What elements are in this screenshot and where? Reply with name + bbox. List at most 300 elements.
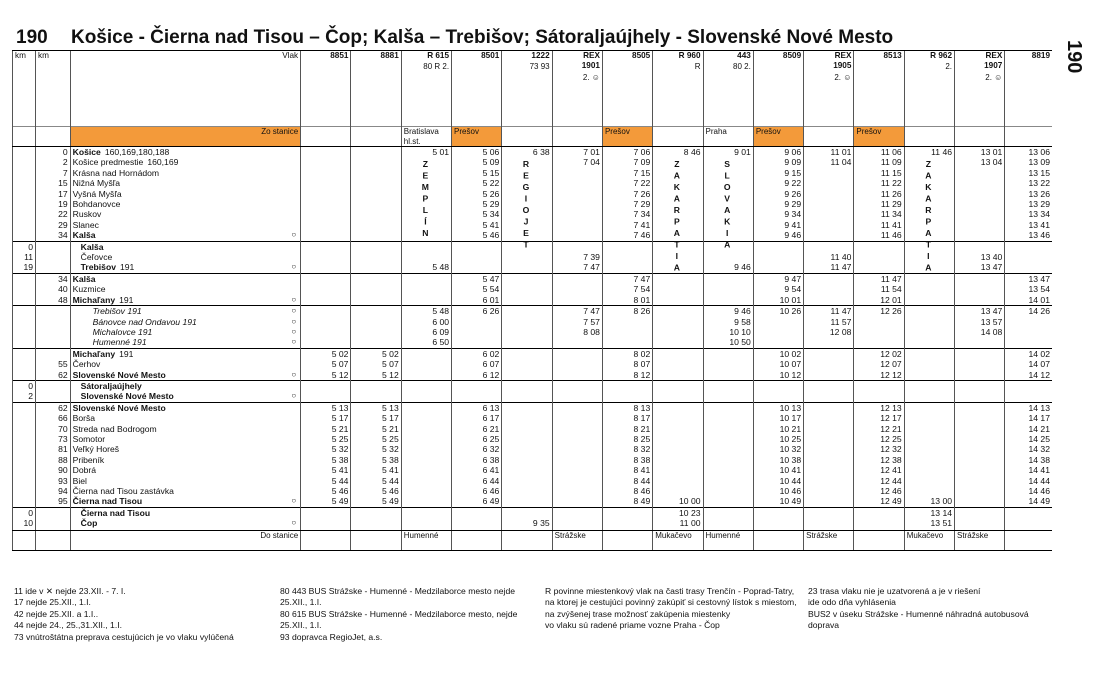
- km2-value: 34: [36, 273, 71, 284]
- station-label: Čierna nad Tisou: [72, 496, 143, 507]
- time-cell: 8 26: [602, 306, 652, 317]
- time-cell: [401, 359, 451, 369]
- time-cell: [653, 317, 703, 327]
- station-row: [13, 507, 1053, 518]
- time-cell: [804, 359, 854, 369]
- time-cell: 5 02: [301, 348, 351, 359]
- train-column-header: [753, 51, 803, 127]
- time-cell: [502, 413, 552, 423]
- station-label: Biel: [72, 475, 87, 486]
- train-number: 443: [737, 51, 751, 60]
- time-cell: 10 23: [653, 507, 703, 518]
- time-cell: 13 06: [1005, 147, 1052, 158]
- to-station: [301, 530, 351, 550]
- to-station-label: Do stanice: [70, 530, 301, 550]
- time-cell: [502, 507, 552, 518]
- legend-item: 80 443 BUS Strážske - Humenné - Medzilaborce mesto nejde 25.XII., 1.I.: [280, 586, 516, 608]
- time-cell: [502, 465, 552, 475]
- time-cell: [955, 241, 1005, 252]
- legend-item: 42 nejde 25.XII. a 1.I..: [14, 608, 99, 619]
- time-cell: [552, 359, 602, 369]
- time-cell: 11 01: [804, 147, 854, 158]
- time-cell: 5 12: [301, 370, 351, 381]
- time-cell: [552, 380, 602, 391]
- km-value: 10: [13, 518, 36, 530]
- time-cell: [351, 189, 401, 199]
- time-cell: 13 47: [1005, 273, 1052, 284]
- time-cell: [401, 476, 451, 486]
- time-cell: [502, 391, 552, 402]
- station-row: [13, 273, 1053, 284]
- time-cell: 14 44: [1005, 476, 1052, 486]
- time-cell: 6 07: [452, 359, 502, 369]
- time-cell: 7 54: [602, 284, 652, 294]
- time-cell: 5 25: [351, 434, 401, 444]
- train-note: 80 R 2.: [423, 62, 450, 72]
- km2-value: 81: [36, 444, 71, 454]
- km-value: 0: [13, 241, 36, 252]
- time-cell: [351, 518, 401, 530]
- timetable: [12, 50, 1052, 551]
- time-cell: 14 12: [1005, 370, 1052, 381]
- time-cell: [301, 380, 351, 391]
- time-cell: [351, 273, 401, 284]
- station-row: [13, 241, 1053, 252]
- to-station-row: [13, 530, 1053, 550]
- train-column-header: [452, 51, 502, 127]
- station-name: [70, 402, 301, 413]
- time-cell: 9 34: [753, 209, 803, 219]
- time-cell: [401, 252, 451, 262]
- km2-value: 0: [36, 147, 71, 158]
- time-cell: 14 08: [955, 327, 1005, 337]
- station-label: Čerhov: [72, 359, 101, 370]
- time-cell: 12 46: [854, 486, 904, 496]
- time-cell: [653, 413, 703, 423]
- station-extra: 191: [119, 262, 135, 273]
- time-cell: [703, 380, 753, 391]
- time-cell: [502, 317, 552, 327]
- km2-value: [36, 327, 71, 337]
- time-cell: [804, 348, 854, 359]
- time-cell: [904, 413, 954, 423]
- time-cell: 13 14: [904, 507, 954, 518]
- station-name: [70, 359, 301, 369]
- time-cell: 13 47: [955, 262, 1005, 273]
- km2-value: [36, 317, 71, 327]
- time-cell: 7 09: [602, 157, 652, 167]
- time-cell: [351, 168, 401, 178]
- time-cell: [401, 241, 451, 252]
- from-station: Prešov: [602, 127, 652, 147]
- time-cell: [452, 337, 502, 348]
- time-cell: [753, 317, 803, 327]
- station-row: [13, 252, 1053, 262]
- time-cell: [703, 476, 753, 486]
- station-label: Čop: [80, 518, 98, 529]
- time-cell: [703, 348, 753, 359]
- to-station: Strážske: [804, 530, 854, 550]
- km-value: [13, 359, 36, 369]
- km2-value: 40: [36, 284, 71, 294]
- station-row: [13, 359, 1053, 369]
- time-cell: [1005, 317, 1052, 327]
- km2-value: 19: [36, 199, 71, 209]
- train-number: 8501: [481, 51, 500, 60]
- station-row: [13, 380, 1053, 391]
- station-label: Kalša: [72, 230, 96, 241]
- time-cell: [401, 402, 451, 413]
- train-note: 80 2.: [733, 62, 751, 72]
- time-cell: 8 46: [602, 486, 652, 496]
- time-cell: 11 26: [854, 189, 904, 199]
- station-row: [13, 157, 1053, 167]
- time-cell: 7 22: [602, 178, 652, 188]
- time-cell: [301, 295, 351, 306]
- time-cell: 11 15: [854, 168, 904, 178]
- time-cell: 7 06: [602, 147, 652, 158]
- time-cell: [502, 434, 552, 444]
- train-column-header: [1005, 51, 1052, 127]
- time-cell: 14 21: [1005, 424, 1052, 434]
- time-cell: [502, 402, 552, 413]
- station-label: Kalša: [80, 241, 104, 252]
- time-cell: [452, 380, 502, 391]
- time-cell: [502, 327, 552, 337]
- station-name: [70, 518, 301, 530]
- time-cell: 14 41: [1005, 465, 1052, 475]
- time-cell: [552, 230, 602, 241]
- time-cell: [401, 391, 451, 402]
- time-cell: 9 09: [753, 157, 803, 167]
- time-cell: [904, 317, 954, 327]
- time-cell: [804, 380, 854, 391]
- time-cell: 14 02: [1005, 348, 1052, 359]
- time-cell: [552, 413, 602, 423]
- time-cell: [703, 518, 753, 530]
- time-cell: [301, 391, 351, 402]
- time-cell: [804, 455, 854, 465]
- time-cell: 11 34: [854, 209, 904, 219]
- circle-icon: ○: [291, 316, 297, 326]
- time-cell: [653, 306, 703, 317]
- time-cell: [854, 252, 904, 262]
- time-cell: 11 00: [653, 518, 703, 530]
- station-name: [70, 230, 301, 241]
- time-cell: 11 06: [854, 147, 904, 158]
- time-cell: 14 07: [1005, 359, 1052, 369]
- km-value: 2: [13, 391, 36, 402]
- station-name: [70, 241, 301, 252]
- time-cell: [854, 241, 904, 252]
- station-name: [70, 465, 301, 475]
- time-cell: [955, 402, 1005, 413]
- from-station: [502, 127, 552, 147]
- time-cell: 10 50: [703, 337, 753, 348]
- time-cell: [401, 273, 451, 284]
- time-cell: 12 08: [804, 327, 854, 337]
- time-cell: 5 32: [351, 444, 401, 454]
- legend-item: ide odo dňa vyhlásenia: [808, 597, 896, 608]
- time-cell: 10 44: [753, 476, 803, 486]
- time-cell: [452, 391, 502, 402]
- route-title: Košice - Čierna nad Tisou – Čop; Kalša – Trebišov; Sátoraljaújhely - Slovenské Nové Mesto: [70, 27, 894, 48]
- time-cell: [753, 327, 803, 337]
- station-row: [13, 496, 1053, 507]
- time-cell: [904, 434, 954, 444]
- time-cell: [955, 507, 1005, 518]
- km-value: [13, 434, 36, 444]
- time-cell: 10 38: [753, 455, 803, 465]
- station-label: Čierna nad Tisou: [80, 507, 151, 518]
- time-cell: 9 46: [753, 230, 803, 241]
- time-cell: 14 01: [1005, 295, 1052, 306]
- time-cell: [703, 424, 753, 434]
- train-note: R: [694, 62, 701, 72]
- train-name-vertical: ZEMPLÍN: [420, 158, 431, 239]
- time-cell: 12 02: [854, 348, 904, 359]
- km-value: [13, 168, 36, 178]
- time-cell: 5 49: [351, 496, 401, 507]
- time-cell: 5 41: [351, 465, 401, 475]
- km2-value: [36, 306, 71, 317]
- km2-value: [36, 337, 71, 348]
- station-row: [13, 370, 1053, 381]
- time-cell: 6 13: [452, 402, 502, 413]
- from-station: Praha: [703, 127, 753, 147]
- time-cell: 5 29: [452, 199, 502, 209]
- station-row: [13, 295, 1053, 306]
- time-cell: [854, 507, 904, 518]
- time-cell: 10 10: [703, 327, 753, 337]
- train-column-header: [653, 51, 703, 127]
- time-cell: [502, 252, 552, 262]
- legend-item: 80 615 BUS Strážske - Humenné - Medzilaborce mesto, nejde 25.XII., 1.I.: [280, 608, 518, 631]
- time-cell: 11 40: [804, 252, 854, 262]
- km2-value: 66: [36, 413, 71, 423]
- time-cell: [552, 518, 602, 530]
- to-station: [351, 530, 401, 550]
- train-note: 73 93: [529, 62, 550, 72]
- time-cell: [804, 370, 854, 381]
- time-cell: 11 47: [804, 262, 854, 273]
- time-cell: 13 29: [1005, 199, 1052, 209]
- time-cell: 5 13: [301, 402, 351, 413]
- station-extra: 191: [119, 294, 134, 305]
- time-cell: [502, 284, 552, 294]
- time-cell: [703, 507, 753, 518]
- time-cell: 10 25: [753, 434, 803, 444]
- time-cell: [552, 486, 602, 496]
- station-row: [13, 476, 1053, 486]
- time-cell: [401, 507, 451, 518]
- time-cell: 5 49: [301, 496, 351, 507]
- km2-header: km: [36, 51, 71, 127]
- train-column-header: [703, 51, 753, 127]
- time-cell: 11 57: [804, 317, 854, 327]
- station-name: [70, 455, 301, 465]
- time-cell: [804, 465, 854, 475]
- from-station: Prešov: [452, 127, 502, 147]
- station-name: [70, 424, 301, 434]
- time-cell: [351, 284, 401, 294]
- train-note: 2. ☺: [985, 72, 1003, 82]
- time-cell: 10 01: [753, 295, 803, 306]
- station-row: [13, 413, 1053, 423]
- time-cell: 13 22: [1005, 178, 1052, 188]
- time-cell: [552, 434, 602, 444]
- to-station: [602, 530, 652, 550]
- time-cell: [301, 168, 351, 178]
- time-cell: 12 12: [854, 370, 904, 381]
- station-row: [13, 317, 1053, 327]
- time-cell: 7 47: [552, 262, 602, 273]
- train-name-vertical: SLOVAKIA: [722, 158, 733, 251]
- time-cell: 13 46: [1005, 230, 1052, 241]
- time-cell: 10 02: [753, 348, 803, 359]
- time-cell: [401, 465, 451, 475]
- time-cell: [804, 486, 854, 496]
- station-extra: 191: [119, 348, 134, 359]
- time-cell: 11 46: [904, 147, 954, 158]
- time-cell: [653, 476, 703, 486]
- time-cell: [904, 455, 954, 465]
- time-cell: 5 13: [351, 402, 401, 413]
- time-cell: [602, 241, 652, 252]
- km2-value: 7: [36, 168, 71, 178]
- time-cell: [955, 230, 1005, 241]
- station-name: [70, 168, 301, 178]
- station-label: Trebišov 191: [92, 306, 142, 317]
- time-cell: 10 32: [753, 444, 803, 454]
- time-cell: [904, 391, 954, 402]
- km-value: [13, 337, 36, 348]
- km2-value: [36, 252, 71, 262]
- time-cell: 6 25: [452, 434, 502, 444]
- station-name: [70, 434, 301, 444]
- time-cell: [401, 444, 451, 454]
- time-cell: [351, 220, 401, 230]
- time-cell: [301, 241, 351, 252]
- time-cell: [401, 424, 451, 434]
- from-station-row: [13, 127, 1053, 147]
- station-label: Michaľany: [72, 294, 116, 305]
- km-value: [13, 476, 36, 486]
- km-value: [13, 327, 36, 337]
- km2-value: 62: [36, 402, 71, 413]
- empty-cell: [13, 530, 36, 550]
- station-label: Trebišov: [80, 262, 116, 273]
- time-cell: [351, 178, 401, 188]
- time-cell: 13 09: [1005, 157, 1052, 167]
- time-cell: 12 17: [854, 413, 904, 423]
- time-cell: [653, 391, 703, 402]
- to-station: [753, 530, 803, 550]
- time-cell: [301, 273, 351, 284]
- time-cell: 6 41: [452, 465, 502, 475]
- station-row: [13, 230, 1053, 241]
- train-number: 8513: [883, 51, 902, 60]
- legend-item: 93 dopravca RegioJet, a.s.: [280, 631, 383, 642]
- km2-value: 93: [36, 476, 71, 486]
- time-cell: [955, 434, 1005, 444]
- time-cell: [552, 168, 602, 178]
- time-cell: 10 49: [753, 496, 803, 507]
- time-cell: [401, 295, 451, 306]
- from-station: [653, 127, 703, 147]
- time-cell: 14 13: [1005, 402, 1052, 413]
- time-cell: 10 13: [753, 402, 803, 413]
- time-cell: 5 38: [351, 455, 401, 465]
- km-value: 0: [13, 380, 36, 391]
- train-column-header: [602, 51, 652, 127]
- time-cell: 12 38: [854, 455, 904, 465]
- time-cell: 9 54: [753, 284, 803, 294]
- km2-value: [36, 507, 71, 518]
- station-label: Košice predmestie: [72, 157, 144, 168]
- km-value: [13, 455, 36, 465]
- station-name: [70, 348, 301, 359]
- station-label: Kalša: [72, 273, 96, 284]
- train-column-header: [955, 51, 1005, 127]
- time-cell: [351, 230, 401, 241]
- time-cell: [703, 370, 753, 381]
- time-cell: [602, 327, 652, 337]
- km-value: [13, 496, 36, 507]
- time-cell: 12 26: [854, 306, 904, 317]
- circle-icon: ○: [291, 306, 297, 316]
- train-note: 2. ☺: [582, 72, 600, 82]
- station-row: [13, 455, 1053, 465]
- time-cell: [703, 273, 753, 284]
- time-cell: [653, 444, 703, 454]
- legend-col-3: [545, 586, 800, 632]
- time-cell: [502, 295, 552, 306]
- time-cell: [904, 380, 954, 391]
- time-cell: [602, 337, 652, 348]
- time-cell: 8 25: [602, 434, 652, 444]
- time-cell: 9 46: [703, 262, 753, 273]
- station-name: [70, 444, 301, 454]
- time-cell: 14 46: [1005, 486, 1052, 496]
- station-row: [13, 348, 1053, 359]
- time-cell: 9 41: [753, 220, 803, 230]
- time-cell: 8 32: [602, 444, 652, 454]
- time-cell: [804, 178, 854, 188]
- time-cell: [1005, 518, 1052, 530]
- time-cell: [955, 465, 1005, 475]
- time-cell: [301, 337, 351, 348]
- time-cell: 13 15: [1005, 168, 1052, 178]
- time-cell: 5 17: [301, 413, 351, 423]
- to-station: Strážske: [552, 530, 602, 550]
- time-cell: 5 47: [452, 273, 502, 284]
- km-value: [13, 189, 36, 199]
- time-cell: [351, 337, 401, 348]
- time-cell: [703, 391, 753, 402]
- time-cell: [351, 199, 401, 209]
- station-name: [70, 199, 301, 209]
- time-cell: 11 46: [854, 230, 904, 241]
- time-cell: [502, 359, 552, 369]
- time-cell: 14 17: [1005, 413, 1052, 423]
- time-cell: [351, 380, 401, 391]
- time-cell: 14 25: [1005, 434, 1052, 444]
- km-value: 11: [13, 252, 36, 262]
- time-cell: 6 32: [452, 444, 502, 454]
- time-cell: [502, 380, 552, 391]
- time-cell: [904, 273, 954, 284]
